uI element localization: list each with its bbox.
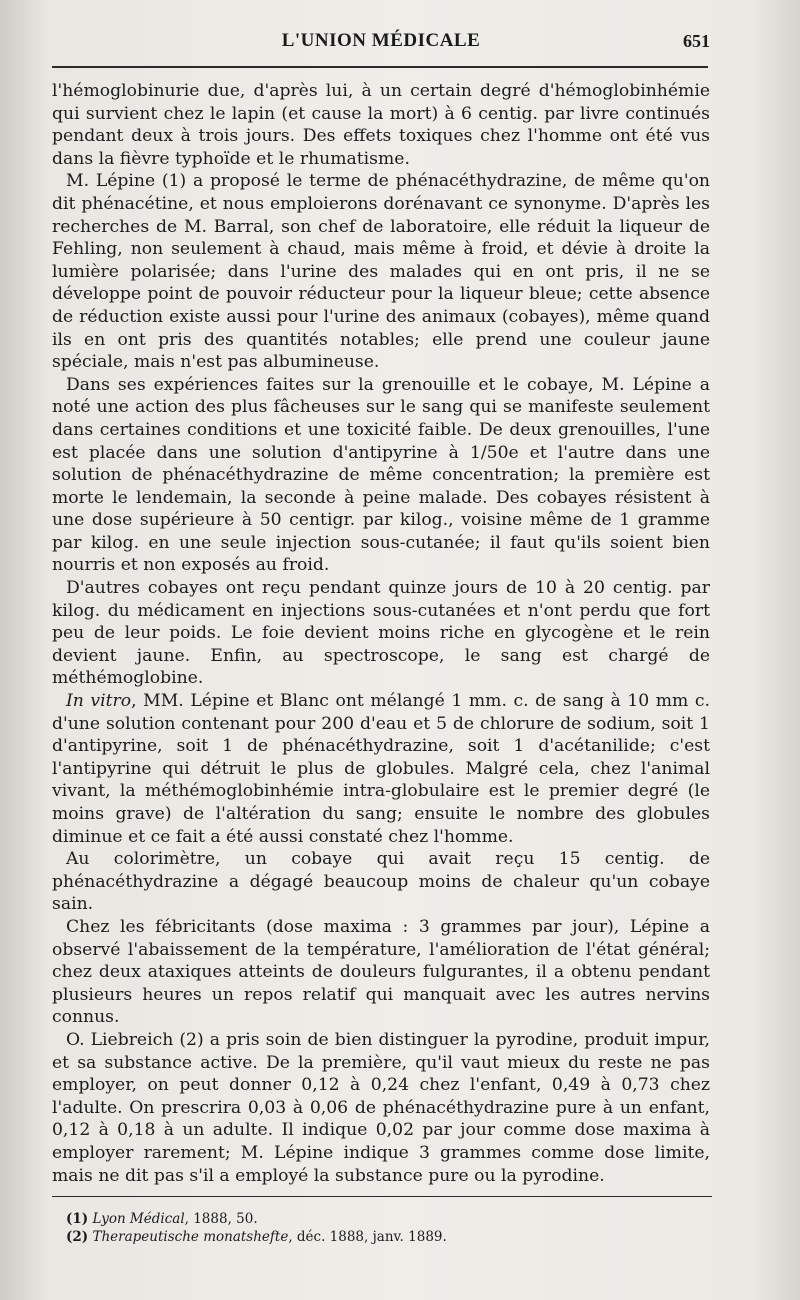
footnote-2 (66, 1228, 447, 1246)
footnote-1-rest: , 1888, 50. (184, 1211, 258, 1227)
footnote-1-source: Lyon Médical (92, 1211, 185, 1227)
paragraph-5-text: , MM. Lépine et Blanc ont mélangé 1 mm. c. de sang à 10 mm c. d'une solution contenant pour 200 d'eau et 5 de chlorure de sodium, soit 1 d'antipyrine, soit 1 de phénacéthydrazine, soit 1 d'acétanilide; c'est l'antipyrine qui détruit le plus de globules. Malgré cela, chez l'animal vivant, la méthémoglobinhémie intra-globulaire est le premier degré (le moins grave) de l'altération du sang; ensuite le nombre des globules diminue et ce fait a été aussi constaté chez l'homme. (52, 691, 711, 847)
paragraph-6: Au colorimètre, un cobaye qui avait reçu 15 centig. de phénacéthydrazine a dégagé beaucoup moins de chaleur qu'un cobaye sain. (52, 849, 710, 915)
footnote-1 (66, 1210, 447, 1228)
paragraph-5-lead: In vitro (66, 691, 132, 712)
paragraph-5 (52, 690, 710, 848)
paragraph-2: M. Lépine (1) a proposé le terme de phénacéthydrazine, de même qu'on dit phénacétine, et nous emploierons dorénavant ce synonyme. D'après les recherches de M. Barral, son chef de laboratoire, elle réduit la liqueur de Fehling, non seulement à chaud, mais même à froid, et dévie à droite la lumière polarisée; dans l'urine des malades qui en ont pris, il ne se développe point de pouvoir réducteur pour la liqueur bleue; cette absence de réduction existe aussi pour l'urine des animaux (cobayes), même quand ils en ont pris des quantités notables; elle prend une couleur jaune spéciale, mais n'est pas albumineuse. (52, 171, 710, 373)
paragraph-7: Chez les fébricitants (dose maxima : 3 grammes par jour), Lépine a observé l'abaissement de la température, l'amélioration de l'état général; chez deux ataxiques atteints de douleurs fulgurantes, il a obtenu pendant plusieurs heures un repos relatif qui manquait avec les autres nervins connus. (52, 916, 710, 1028)
paragraph-8: O. Liebreich (2) a pris soin de bien distinguer la pyrodine, produit impur, et sa substance active. De la première, qu'il vaut mieux du reste ne pas employer, on peut donner 0,12 à 0,24 chez l'enfant, 0,49 à 0,73 chez l'adulte. On prescrira 0,03 à 0,06 de phénacéthydrazine pure à un enfant, 0,12 à 0,18 à un adulte. Il indique 0,02 par jour comme dose maxima à employer rarement; M. Lépine indique 3 grammes comme dose limite, mais ne dit pas s'il a employé la substance pure ou la pyrodine. (52, 1029, 710, 1186)
footnote-rule (52, 1196, 712, 1197)
body-text (52, 80, 710, 1187)
footnote-2-source: Therapeutische monatshefte (92, 1229, 289, 1245)
running-title: L'UNION MÉDICALE (281, 30, 481, 51)
page-number: 651 (683, 31, 710, 51)
paragraph-3: Dans ses expériences faites sur la grenouille et le cobaye, M. Lépine a noté une action des plus fâcheuses sur le sang qui se manifeste seulement dans certaines conditions et une toxicité faible. De deux grenouilles, l'une est placée dans une solution d'antipyrine à 1/50e et l'autre dans une solution de phénacéthydrazine de même concentration; la première est morte le lendemain, la seconde à peine malade. Des cobayes résistent à une dose supérieure à 50 centigr. par kilog., voisine même de 1 gramme par kilog. en une seule injection sous-cutanée; il faut qu'ils soient bien nourris et non exposés au froid. (52, 374, 710, 576)
footnote-1-number: (1) (66, 1211, 89, 1227)
paragraph-4: D'autres cobayes ont reçu pendant quinze jours de 10 à 20 centig. par kilog. du médicament en injections sous-cutanées et n'ont perdu que fort peu de leur poids. Le foie devient moins riche en glycogène et le rein devient jaune. Enfin, au spectroscope, le sang est chargé de méthémoglobine. (52, 578, 710, 689)
footnote-2-rest: , déc. 1888, janv. 1889. (288, 1229, 447, 1245)
footnote-2-number: (2) (66, 1229, 89, 1245)
footnotes (66, 1210, 447, 1246)
paragraph-1: l'hémoglobinurie due, d'après lui, à un certain degré d'hémoglobinhémie qui survient chez le lapin (et cause la mort) à 6 centig. par livre continués pendant deux à trois jours. Des effets toxiques chez l'homme ont été vus dans la fièvre typhoïde et le rhumatisme. (52, 81, 710, 169)
page-header (52, 30, 710, 60)
header-rule (52, 66, 708, 68)
